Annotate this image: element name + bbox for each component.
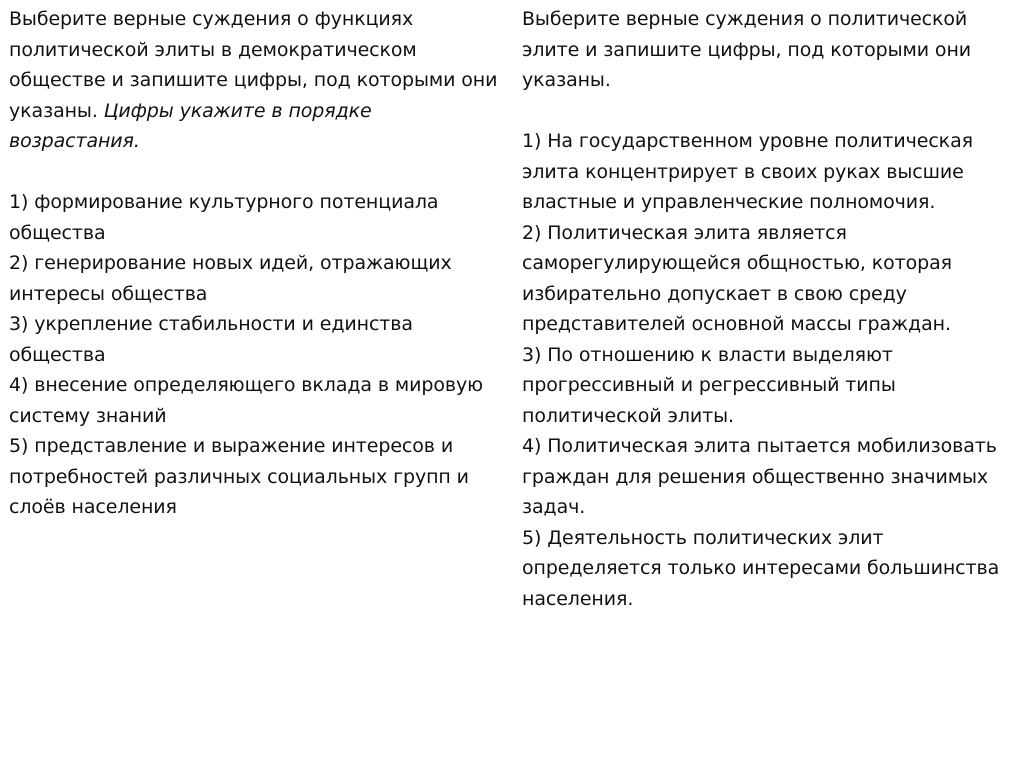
right-option-4: 4) Политическая элита пытается мобилизовать граждан для решения общественно значимых задач. [522,435,997,518]
left-option-2: 2) генерирование новых идей, отражающих интересы общества [9,252,452,305]
left-question-prompt [9,4,501,157]
right-option-1: 1) На государственном уровне политическая элита концентрирует в своих руках высшие властные и управленческие полномочия. [522,130,973,213]
spacer [522,96,1012,127]
spacer [9,157,501,188]
right-option-5: 5) Деятельность политических элит определяется только интересами большинства населения. [522,526,1000,610]
left-question-instruction: Цифры укажите в порядке возрастания. [9,99,372,152]
right-option-2: 2) Политическая элита является саморегулирующейся общностью, которая избирательно допускает в свою среду представителей основной массы граждан. [522,221,952,335]
left-question [9,4,501,523]
right-question [522,4,1012,614]
right-option-3: 3) По отношению к власти выделяют прогрессивный и регрессивный типы политической элиты. [522,343,896,427]
right-question-prompt: Выберите верные суждения о политической элите и запишите цифры, под которыми они указаны. [522,8,972,91]
left-option-1: 1) формирование культурного потенциала общества [9,191,439,244]
left-option-3: 3) укрепление стабильности и единства общества [9,313,413,366]
left-question-prompt-text: Выберите верные суждения о функциях политической элиты в демократическом обществе и запишите цифры, под которыми они указаны. [9,8,498,122]
left-option-5: 5) представление и выражение интересов и потребностей различных социальных групп и слоёв населения [9,435,469,518]
left-option-4: 4) внесение определяющего вклада в мировую систему знаний [9,374,484,427]
